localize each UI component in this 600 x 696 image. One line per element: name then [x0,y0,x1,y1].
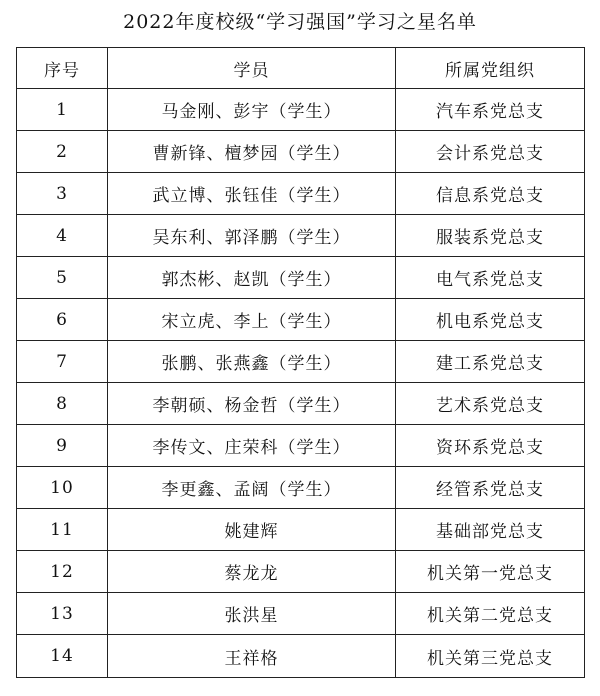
party-organization-cell: 电气系党总支 [396,257,585,299]
members-cell: 蔡龙龙 [108,551,396,593]
serial-number-cell: 11 [17,509,108,551]
serial-number-cell: 3 [17,173,108,215]
serial-number-cell: 7 [17,341,108,383]
honor-list-table [16,47,585,678]
header-serial-number: 序号 [17,48,108,89]
party-organization-cell: 汽车系党总支 [396,89,585,131]
members-cell: 王祥格 [108,635,396,678]
party-organization-cell: 基础部党总支 [396,509,585,551]
serial-number-cell: 13 [17,593,108,635]
serial-number-cell: 1 [17,89,108,131]
party-organization-cell: 机关第一党总支 [396,551,585,593]
members-cell: 李传文、庄荣科（学生） [108,425,396,467]
party-organization-cell: 机关第三党总支 [396,635,585,678]
serial-number-cell: 12 [17,551,108,593]
table-row [17,593,585,635]
table-row [17,131,585,173]
party-organization-cell: 资环系党总支 [396,425,585,467]
serial-number-cell: 2 [17,131,108,173]
party-organization-cell: 艺术系党总支 [396,383,585,425]
table-row [17,509,585,551]
members-cell: 武立博、张钰佳（学生） [108,173,396,215]
table-row [17,215,585,257]
table-row [17,425,585,467]
party-organization-cell: 服装系党总支 [396,215,585,257]
party-organization-cell: 建工系党总支 [396,341,585,383]
party-organization-cell: 机电系党总支 [396,299,585,341]
serial-number-cell: 14 [17,635,108,678]
serial-number-cell: 9 [17,425,108,467]
members-cell: 李朝硕、杨金哲（学生） [108,383,396,425]
table-row [17,299,585,341]
table-row [17,635,585,678]
members-cell: 张鹏、张燕鑫（学生） [108,341,396,383]
members-cell: 曹新锋、檀梦园（学生） [108,131,396,173]
table-header-row [17,48,585,89]
members-cell: 宋立虎、李上（学生） [108,299,396,341]
table-row [17,551,585,593]
serial-number-cell: 6 [17,299,108,341]
members-cell: 郭杰彬、赵凯（学生） [108,257,396,299]
header-party-organization: 所属党组织 [396,48,585,89]
members-cell: 马金刚、彭宇（学生） [108,89,396,131]
table-row [17,467,585,509]
table-row [17,173,585,215]
table-row [17,341,585,383]
serial-number-cell: 10 [17,467,108,509]
table-row [17,383,585,425]
table-body [17,89,585,678]
members-cell: 姚建辉 [108,509,396,551]
members-cell: 李更鑫、孟阔（学生） [108,467,396,509]
party-organization-cell: 会计系党总支 [396,131,585,173]
party-organization-cell: 信息系党总支 [396,173,585,215]
header-members: 学员 [108,48,396,89]
serial-number-cell: 4 [17,215,108,257]
document-title: 2022年度校级“学习强国”学习之星名单 [123,11,477,33]
party-organization-cell: 机关第二党总支 [396,593,585,635]
members-cell: 张洪星 [108,593,396,635]
serial-number-cell: 5 [17,257,108,299]
serial-number-cell: 8 [17,383,108,425]
table-row [17,257,585,299]
members-cell: 吴东利、郭泽鹏（学生） [108,215,396,257]
party-organization-cell: 经管系党总支 [396,467,585,509]
table-row [17,89,585,131]
